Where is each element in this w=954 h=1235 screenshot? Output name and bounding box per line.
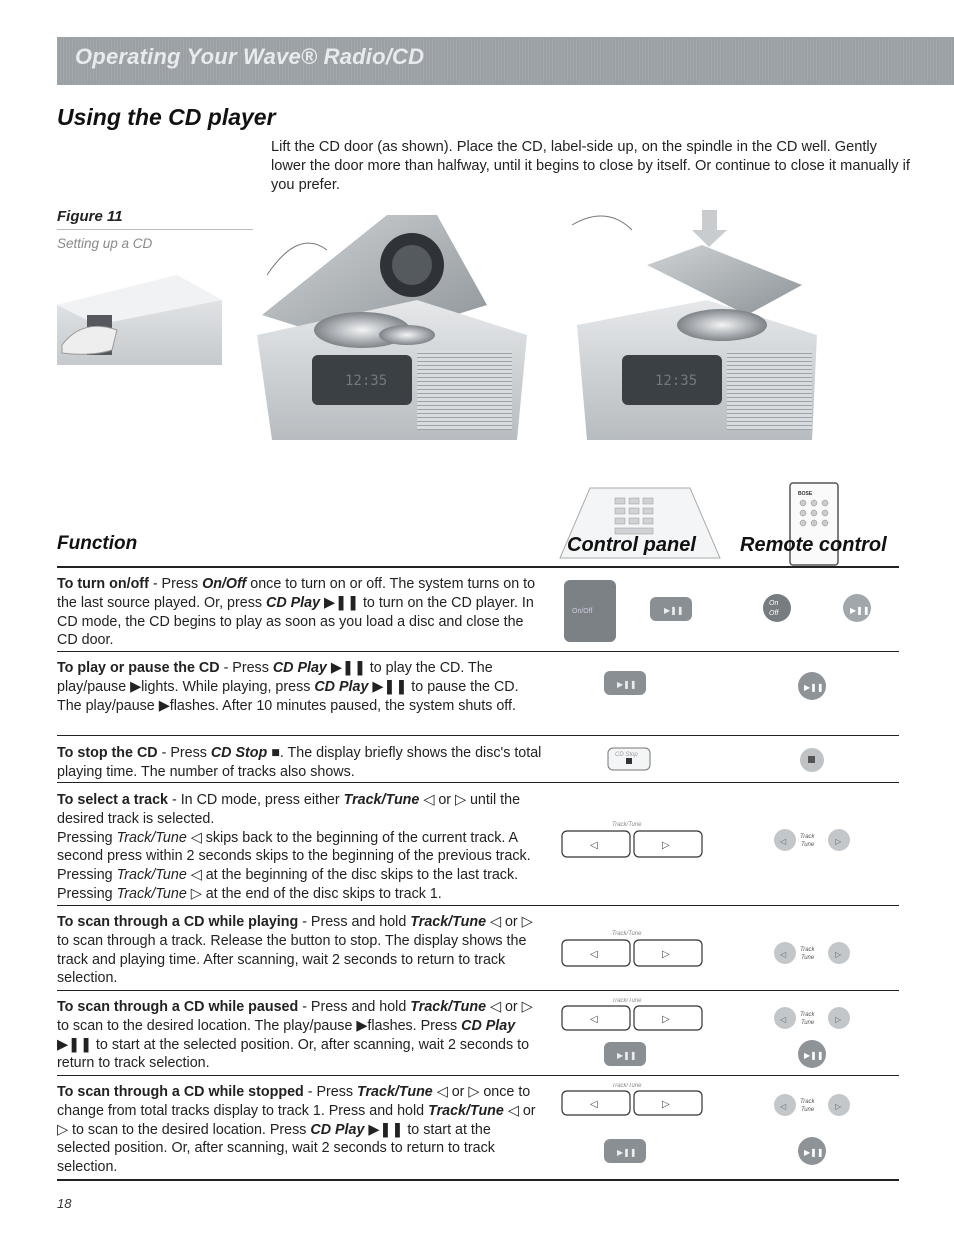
- row-heading: To scan through a CD while paused: [57, 999, 299, 1015]
- table-row: [57, 659, 899, 735]
- row-heading: To play or pause the CD: [57, 660, 220, 676]
- svg-text:◁: ◁: [780, 1102, 787, 1111]
- svg-text:▶❚❚: ▶❚❚: [804, 1051, 824, 1060]
- play-pause-icon: ▶❚❚: [617, 680, 637, 689]
- svg-text:Track/Tune: Track/Tune: [612, 1083, 642, 1089]
- intro-paragraph: Lift the CD door (as shown). Place the CD, label-side up, on the spindle in the CD well. Gently lower the door more than halfway, until it begins to close by itself. Or continue to close it manually if you prefer.: [271, 139, 910, 193]
- table-row: [57, 913, 899, 989]
- display-time-2: 12:35: [655, 373, 698, 389]
- row-text: To stop the CD - Press CD Stop ■. The display briefly shows the disc's total playing time. The number of tracks also shows.: [57, 745, 542, 780]
- svg-text:▷: ▷: [835, 837, 842, 846]
- svg-text:▶❚❚: ▶❚❚: [804, 683, 824, 692]
- svg-text:Track: Track: [800, 1012, 815, 1018]
- row-heading: To select a track: [57, 792, 168, 808]
- row-rule: [57, 1075, 899, 1076]
- svg-text:▷: ▷: [835, 1102, 842, 1111]
- row-rule: [57, 782, 899, 783]
- row-buttons: [552, 913, 892, 989]
- table-top-rule: [57, 566, 899, 568]
- stop-icon: [626, 758, 632, 764]
- row-buttons: [552, 998, 892, 1074]
- svg-text:Track/Tune: Track/Tune: [612, 998, 642, 1004]
- svg-text:Tune: Tune: [801, 955, 815, 961]
- svg-text:▷: ▷: [662, 1099, 670, 1110]
- row-heading: To stop the CD: [57, 745, 158, 761]
- cd-stop-button-label: CD Stop: [615, 752, 638, 758]
- row-rule: [57, 651, 899, 652]
- control-panel-column-title: Control panel: [567, 534, 696, 556]
- figure-label: Figure 11: [57, 208, 123, 225]
- page-number: 18: [57, 1196, 72, 1211]
- function-column-title: Function: [57, 533, 138, 554]
- svg-text:▷: ▷: [835, 950, 842, 959]
- remote-brand: BOSE: [798, 491, 813, 497]
- small-unit-illustration: [57, 275, 222, 365]
- figure-caption: Setting up a CD: [57, 236, 153, 251]
- figure-illustration: [57, 205, 899, 460]
- row-rule: [57, 735, 899, 736]
- svg-text:◁: ◁: [590, 949, 598, 960]
- table-row: [57, 1083, 899, 1179]
- section-title: Using the CD player: [57, 104, 276, 130]
- table-row: [57, 744, 899, 782]
- play-pause-icon: ▶❚❚: [664, 606, 684, 615]
- row-text: To play or pause the CD - Press CD Play ▶❚❚ to play the CD. The play/pause ▶lights. While playing, press CD Play ▶❚❚ to pause the CD. The play/pause ▶flashes. After 10 minutes paused, the system shuts off.: [57, 660, 519, 714]
- unit-closing-lid: [572, 210, 817, 440]
- row-heading: To scan through a CD while stopped: [57, 1084, 304, 1100]
- svg-text:▶❚❚: ▶❚❚: [617, 1051, 637, 1060]
- svg-text:Tune: Tune: [801, 1107, 815, 1113]
- svg-text:Track: Track: [800, 947, 815, 953]
- header-banner: [57, 37, 954, 85]
- row-buttons: [552, 1083, 892, 1179]
- row-buttons: [552, 744, 892, 780]
- track-forward-icon: ▷: [662, 840, 670, 851]
- row-text: To select a track - In CD mode, press either Track/Tune ◁ or ▷ until the desired track is selected. Pressing Track/Tune ◁ skips back to the beginning of the current track. A second press within 2 seconds skips to the beginning of the previous track. Pressing Track/Tune ◁ at the beginning of the disc skips to the last track. Pressing Track/Tune ▷ at the end of the disc skips to track 1.: [57, 792, 531, 902]
- track-tune-label: Track/Tune: [612, 822, 642, 828]
- row-rule: [57, 905, 899, 906]
- row-buttons: [552, 659, 892, 731]
- table-bottom-rule: [57, 1179, 899, 1181]
- table-row: [57, 575, 899, 651]
- svg-text:▶❚❚: ▶❚❚: [617, 1148, 637, 1157]
- svg-text:◁: ◁: [780, 837, 787, 846]
- svg-text:Track: Track: [800, 1099, 815, 1105]
- svg-text:Tune: Tune: [801, 1020, 815, 1026]
- remote-track-label: Track: [800, 834, 815, 840]
- table-row: [57, 791, 899, 903]
- remote-off-label: Off: [769, 610, 779, 617]
- row-rule: [57, 990, 899, 991]
- svg-text:▷: ▷: [662, 949, 670, 960]
- row-heading: To turn on/off: [57, 576, 149, 592]
- row-heading: To scan through a CD while playing: [57, 914, 299, 930]
- svg-text:▶❚❚: ▶❚❚: [850, 606, 870, 615]
- svg-text:▷: ▷: [662, 1014, 670, 1025]
- arrow-down-icon: [692, 210, 727, 247]
- remote-tune-label: Tune: [801, 842, 815, 848]
- svg-text:◁: ◁: [590, 1014, 598, 1025]
- on-off-button-label: On/Off: [572, 608, 593, 615]
- banner-title: Operating Your Wave® Radio/CD: [75, 44, 425, 69]
- row-text: To scan through a CD while playing - Press and hold Track/Tune ◁ or ▷ to scan through a track. Release the button to stop. The display shows the track and playing time. After scanning, wait 2 seconds to return to track selection.: [57, 914, 533, 987]
- row-buttons: [552, 575, 892, 647]
- row-text: To scan through a CD while paused - Press and hold Track/Tune ◁ or ▷ to scan to the desired location. The play/pause ▶flashes. Press CD Play ▶❚❚ to start at the selected position. Or, after scanning, wait 2 seconds to return to track selection.: [57, 999, 533, 1072]
- remote-control-column-title: Remote control: [740, 534, 887, 556]
- svg-text:◁: ◁: [780, 1015, 787, 1024]
- svg-text:◁: ◁: [780, 950, 787, 959]
- svg-text:Track/Tune: Track/Tune: [612, 931, 642, 937]
- track-back-icon: ◁: [590, 840, 598, 851]
- display-time: 12:35: [345, 373, 388, 389]
- unit-open-lid: [257, 215, 527, 440]
- svg-text:◁: ◁: [590, 1099, 598, 1110]
- svg-text:▷: ▷: [835, 1015, 842, 1024]
- row-buttons: [552, 791, 892, 899]
- remote-on-label: On: [769, 600, 779, 607]
- table-row: [57, 998, 899, 1074]
- row-text: To scan through a CD while stopped - Press Track/Tune ◁ or ▷ once to change from total tracks display to track 1. Press and hold Track/Tune ◁ or ▷ to scan to the desired location. Press CD Play ▶❚❚ to start at the selected position. Or, after scanning, wait 2 seconds to return to track selection.: [57, 1084, 536, 1176]
- row-text: To turn on/off - Press On/Off once to turn on or off. The system turns on to the last source played. Or, press CD Play ▶❚❚ to turn on the CD player. In CD mode, the CD begins to play as soon as you load a disc and close the CD door.: [57, 576, 536, 649]
- svg-text:▶❚❚: ▶❚❚: [804, 1148, 824, 1157]
